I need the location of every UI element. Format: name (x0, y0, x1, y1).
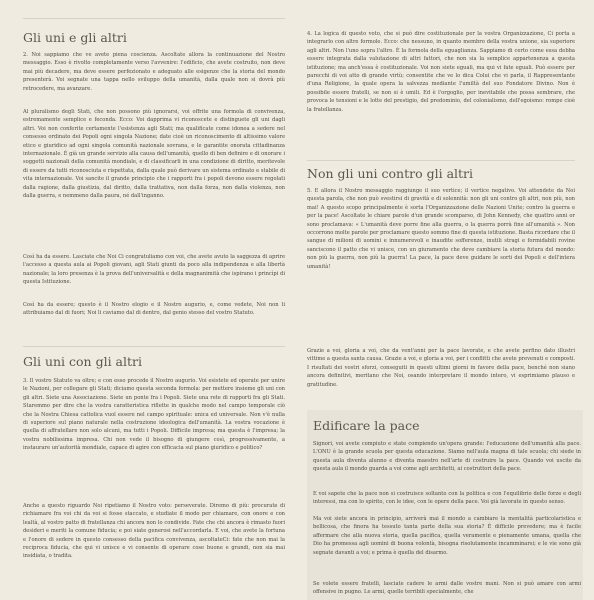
paragraph: Se volete essere fratelli, lasciate cadere le armi dalle vostre mani. Non si può amare con armi offensive in pugno. Le armi, quelle terribili specialmente, che (313, 581, 581, 596)
paragraph: Al pluralismo degli Stati, che non possono più ignorarsi, voi offrite una formola di convivenza, estremamente semplice e feconda. Ecco: Voi dapprima vi riconoscete e distinguete gli uni dagli altri. Voi non conferite certamente l'esistenza agli Stati; ma qualificate come idonea a sedere nel consesso ordinato dei Popoli ogni singola Nazione; date cioè un riconoscimento di altissimo valore etico e giuridico ad ogni singola comunità nazionale sovrana, e le garantite onorata cittadinanza internazionale. È già un grande servizio alla causa dell'umanità, quello di ben definire e di onorare i soggetti nazionali della comunità mondiale, e di classificarli in una condizione di diritto, meritevole di essere da tutti riconosciuta e rispettata, dalla quale può derivare un sistema ordinato e stabile di vita internazionale. Voi sancite il grande principio che i rapporti fra i popoli devono essere regolati dalla ragione, dalla giustizia, dal diritto, dalla trattativa, non dalla forza, non dalla violenza, non dalla guerra, e nemmeno dalla paura, né dall'inganno. (23, 109, 285, 200)
paragraph: Così ha da essere; questo è il Nostro elogio e il Nostro augurio, e, come vedete, Noi non li attribuiamo dal di fuori; Noi li caviamo dal di dentro, dal genio stesso del vostro Statuto. (23, 302, 285, 317)
section-divider (307, 160, 575, 161)
section-title-edificare-la-pace: Edificare la pace (313, 418, 420, 433)
paragraph: 4. La logica di questo voto, che si può dire costituzionale per la vostra Organizzazione, Ci porta a integrarlo con altre formole. Ecco: che nessuno, in quanto membro della vostra unione, sia superiore agli altri. Non l'uno sopra l'altro. È la formola della eguaglianza. Sappiamo di certo come essa debba essere integrata dalla valutazione di altri fattori, che non sia la semplice appartenenza a questa istituzione; ma anch'essa è costituzionale. Voi non siete eguali, ma qui vi fate eguali. Può essere per parecchi di voi atto di grande virtù; consentite che ve lo dica Colui che vi parla, il Rappresentante d'una Religione, la quale opera la salvezza mediante l'umiltà del suo Fondatore Divino. Non è possibile essere fratelli, se non si è umili. Ed è l'orgoglio, per inevitabile che possa sembrare, che provoca le tensioni e le lotte del prestigio, del predominio, del colonialismo, dell'egoismo: rompe cioè la fratellanza. (307, 31, 575, 113)
section-divider (23, 346, 285, 347)
top-rule (23, 18, 285, 19)
section-title-gli-uni-e-gli-altri: Gli uni e gli altri (23, 30, 127, 45)
paragraph: Anche a questo riguardo Noi ripetiamo il Nostro voto: perseverate. Diremo di più: procurate di richiamare fra voi chi da voi si fosse staccato, e studiate il modo per chiamare, con onore e con lealtà, al vostro patto di fratellanza chi ancora non lo condivide. Fate che chi ancora è rimasto fuori desideri e meriti la comune fiducia; e poi siate generosi nell'accordarla. E voi, che avete la fortuna e l'onore di sedere in questo consesso della pacifica convivenza, ascoltateCi: fate che non mai la reciproca fiducia, che qui vi unisce e vi consente di operare cose buone e grandi, non sia mai insidiata, o tradita. (23, 503, 285, 560)
paragraph: Grazie a voi, gloria a voi, che da vent'anni per la pace lavorate, e che avete perfino dato illustri vittime a questa santa causa. Grazie a voi, e gloria a voi, per i conflitti che avete prevenuti e composti. I risultati dei vostri sforzi, conseguiti in questi ultimi giorni in favore della pace, benché non siano ancora definitivi, meritano che Noi, osando interpretare il mondo intero, vi esprimiamo plauso e gratitudine. (307, 348, 575, 388)
section-title-non-gli-uni-contro-gli-altri: Non gli uni contro gli altri (307, 166, 474, 181)
paragraph: 3. Il vostro Statuto va oltre; e con esso procede il Nostro augurio. Voi esistete ed operate per unire le Nazioni, per collegare gli Stati; diciamo questa seconda formola: per mettere insieme gli uni con gli altri. Siete una Associazione. Siete un ponte fra i Popoli. Siete una rete di rapporti fra gli Stati. Staremmo per dire che la vostra caratteristica riflette in qualche modo nel campo temporale ciò che la Nostra Chiesa cattolica vuol essere nel campo spirituale: unica ed universale. Non v'è nulla di superiore sul piano naturale nella costruzione ideologica dell'umanità. La vostra vocazione è quella di affratellare non solo alcuni, ma tutti i Popoli. Difficile impresa; ma questa è l'impresa; la vostra nobilissima impresa. Chi non vede il bisogno di giungere così, progressivamente, a instaurare un'autorità mondiale, capace di agire con efficacia sul piano giuridico e politico? (23, 378, 285, 452)
section-title-gli-uni-con-gli-altri: Gli uni con gli altri (23, 354, 142, 369)
paragraph: 2. Noi sappiamo che ve avete piena coscienza. Ascoltate allora la continuazione del Nostro messaggio. Esso è rivolto completamente verso l'avvenire: l'edificio, che avete costruito, non deve mai più decadere, ma deve essere perfezionato e adeguato alle esigenze che la storia del mondo presenterà. Voi segnate una tappa nello sviluppo della umanità, dalla quale non si dovrà più retrocedere, ma avanzare. (23, 52, 285, 92)
paragraph: Così ha da essere. Lasciate che Noi Ci congratuliamo con voi, che avete avuto la saggezza di aprire l'accesso a questa aula ai Popoli giovani, agli Stati giunti da poco alla indipendenza e alla libertà nazionale; la loro presenza è la prova dell'universalità e della magnanimità che ispirano i princìpi di questa Istituzione. (23, 254, 285, 286)
paragraph: 5. E allora il Nostro messaggio raggiunge il suo vertice; il vertice negativo. Voi attendete da Noi questa parola, che non può svestirsi di gravità e di solennità: non gli uni contro gli altri, non più, non mai! A questo scopo principalmente è sorta l'Organizzazione delle Nazioni Unite; contro la guerra e per la pace! Ascoltate le chiare parole d'un grande scomparso, di John Kennedy, che quattro anni or sono proclamava: « L'umanità deve porre fine alla guerra, o la guerra porrà fine all'umanità ». Non occorrono molte parole per proclamare questo sommo fine di questa istituzione. Basta ricordare che il sangue di milioni di uomini e innumerevoli e inaudite sofferenze, inutili stragi e formidabili rovine sanciscono il patto che vi unisce, con un giuramento che deve cambiare la storia futura del mondo: non più la guerra, non più la guerra! La pace, la pace deve guidare le sorti dei Popoli e dell'intera umanità! (307, 188, 575, 270)
paragraph: E voi sapete che la pace non si costruisce soltanto con la politica e con l'equilibrio delle forze e degli interessi, ma con lo spirito, con le idee, con le opere della pace. Voi già lavorate in questo senso. (313, 491, 581, 506)
paragraph: Signori, voi avete compiuto e state compiendo un'opera grande: l'educazione dell'umanità alla pace. L'ONU è la grande scuola per questa educazione. Siamo nell'aula magna di tale scuola; chi siede in questa aula diventa alunno e diventa maestro nell'arte di costruire la pace. Quando voi uscite da questa aula il mondo guarda a voi come agli architetti, ai costruttori della pace. (313, 441, 581, 473)
paragraph: Ma voi siete ancora in principio, arriverà mai il mondo a cambiare la mentalità particolaristica e bellicosa, che finora ha tessuto tanta parte della sua storia? È difficile prevedere; ma è facile affermare che alla nuova storia, quella pacifica, quella veramente e pienamente umana, quella che Dio ha promessa agli uomini di buona volontà, bisogna risolutamente incamminarsi; e le vie sono già segnate davanti a voi; e prima è quella del disarmo. (313, 516, 581, 556)
